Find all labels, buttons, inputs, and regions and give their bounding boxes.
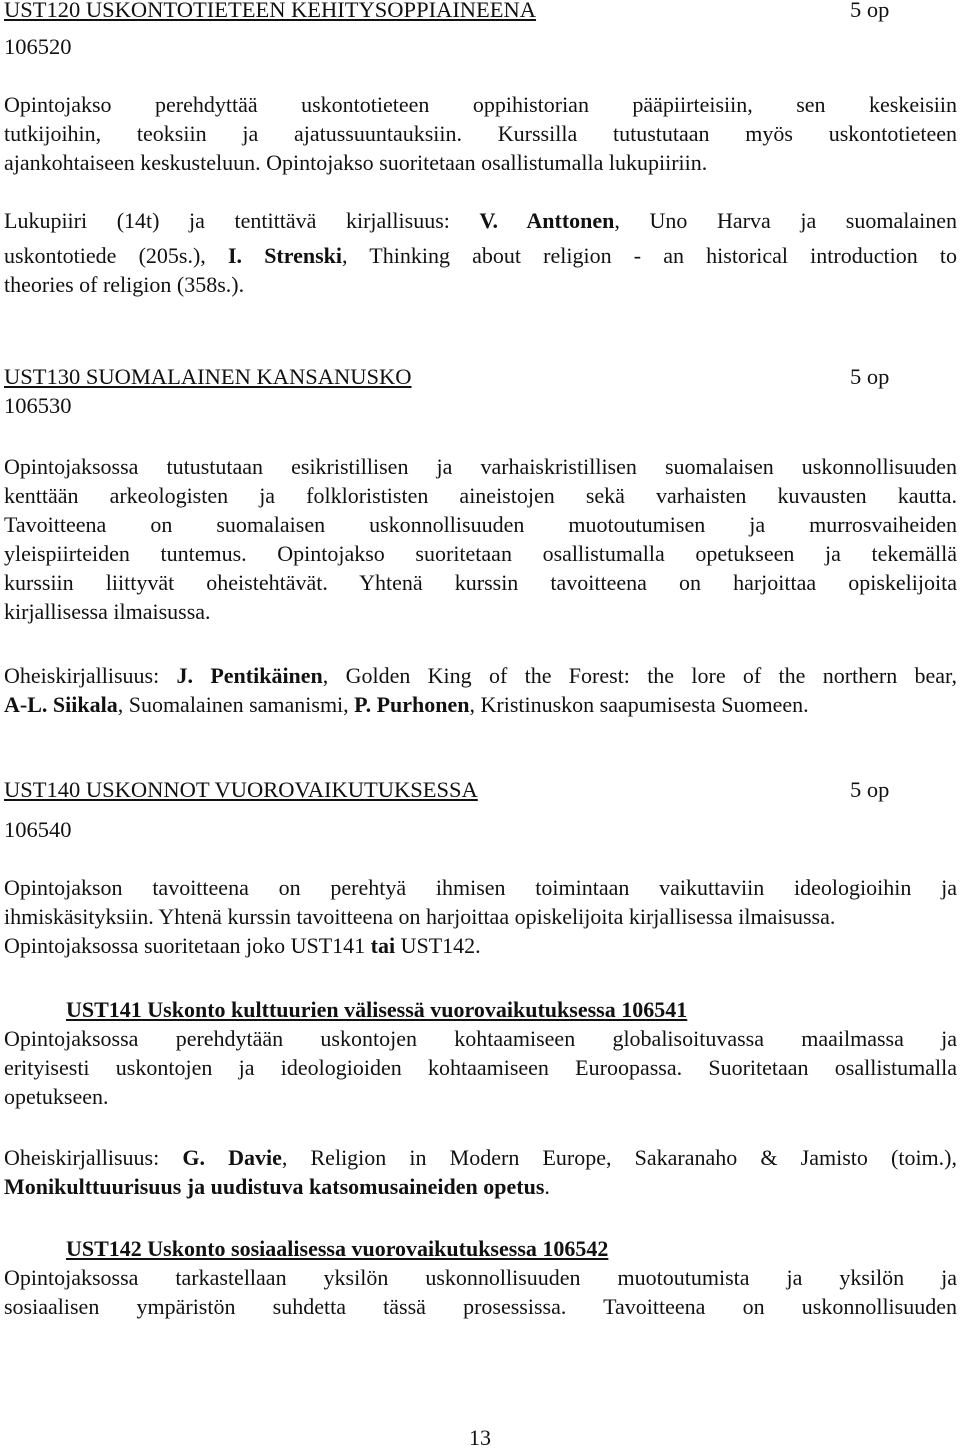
subcourse-title-ust142: UST142 Uskonto sosiaalisessa vuorovaikutuksessa 106542: [66, 1236, 609, 1261]
book-title: , Thinking about religion - an historical introduction to: [342, 243, 957, 268]
book-title: , Uno Harva ja suomalainen: [614, 208, 957, 233]
paragraph-text: Opintojaksossa suoritetaan joko UST141: [4, 933, 371, 958]
book-title: , Suomalainen samanismi,: [117, 692, 355, 717]
literature-label: Oheiskirjallisuus:: [4, 1145, 183, 1170]
paragraph-line: Opintojaksossa tutustutaan esikristillisen ja varhaiskristillisen suomalaisen uskonnollisuuden: [4, 454, 957, 479]
author-name: J. Pentikäinen: [176, 663, 323, 688]
literature-line: [4, 241, 957, 270]
course-code-ust130: 106530: [4, 393, 72, 418]
book-title: uskontotiede (205s.),: [4, 243, 228, 268]
paragraph-line: Opintojakson tavoitteena on perehtyä ihmisen toimintaan vaikuttaviin ideologioihin ja: [4, 875, 957, 900]
emphasis-text: tai: [370, 933, 396, 958]
literature-label: Lukupiiri (14t) ja tentittävä kirjallisuus:: [4, 208, 480, 233]
literature-line: [4, 206, 957, 235]
paragraph-line: ihmiskäsityksiin. Yhtenä kurssin tavoitteena on harjoittaa opiskelijoita kirjallisessa ilmaisussa.: [4, 904, 836, 929]
literature-line: [4, 690, 957, 719]
course-code-ust120: 106520: [4, 34, 72, 59]
literature-label: Oheiskirjallisuus:: [4, 663, 177, 688]
course-title-ust130: UST130 SUOMALAINEN KANSANUSKO: [4, 364, 412, 389]
paragraph-line: Opintojaksossa perehdytään uskontojen kohtaamiseen globalisoituvassa maailmassa ja: [4, 1026, 957, 1051]
book-title: , Religion in Modern Europe, Sakaranaho & Jamisto (toim.),: [281, 1145, 957, 1170]
paragraph-line: kurssiin liittyvät oheistehtävät. Yhtenä kurssin tavoitteena on harjoittaa opiskelijoita: [4, 570, 957, 595]
paragraph-line: opetukseen.: [4, 1084, 109, 1109]
author-name: A-L. Siikala: [4, 692, 118, 717]
page-number: 13: [469, 1425, 491, 1450]
literature-line: theories of religion (358s.).: [4, 272, 245, 297]
book-title-bold: Monikulttuurisuus ja uudistuva katsomusaineiden opetus: [4, 1174, 545, 1199]
paragraph-line: sosiaalisen ympäristön suhdetta tässä prosessissa. Tavoitteena on uskonnollisuuden: [4, 1294, 957, 1319]
paragraph-line: tutkijoihin, teoksiin ja ajatussuuntauksiin. Kurssilla tutustutaan myös uskontotieteen: [4, 121, 957, 146]
book-title: , Golden King of the Forest: the lore of the northern bear,: [322, 663, 957, 688]
book-title: , Kristinuskon saapumisesta Suomeen.: [469, 692, 809, 717]
author-name: P. Purhonen: [354, 692, 470, 717]
paragraph-line: Opintojaksossa tarkastellaan yksilön uskonnollisuuden muotoutumista ja yksilön ja: [4, 1265, 957, 1290]
paragraph-text: UST142.: [395, 933, 481, 958]
course-credits-ust140: 5 op: [850, 777, 890, 802]
author-name: V. Anttonen: [479, 208, 615, 233]
paragraph-line: [4, 931, 957, 960]
author-name: I. Strenski: [227, 243, 343, 268]
paragraph-line: kirjallisessa ilmaisussa.: [4, 599, 211, 624]
subcourse-title-ust141: UST141 Uskonto kulttuurien välisessä vuorovaikutuksessa 106541: [66, 997, 688, 1022]
paragraph-line: erityisesti uskontojen ja ideologioiden kohtaamiseen Euroopassa. Suoritetaan osallistumalla: [4, 1055, 957, 1080]
literature-line: [4, 661, 957, 690]
punctuation: .: [544, 1174, 550, 1199]
paragraph-line: Opintojakso perehdyttää uskontotieteen oppihistorian pääpiirteisiin, sen keskeisiin: [4, 92, 957, 117]
course-title-ust120: UST120 USKONTOTIETEEN KEHITYSOPPIAINEENA: [4, 0, 537, 22]
course-code-ust140: 106540: [4, 817, 72, 842]
literature-line: [4, 1172, 957, 1201]
author-name: G. Davie: [182, 1145, 282, 1170]
literature-line: [4, 1143, 957, 1172]
paragraph-line: ajankohtaiseen keskusteluun. Opintojakso suoritetaan osallistumalla lukupiiriin.: [4, 150, 708, 175]
paragraph-line: yleispiirteiden tuntemus. Opintojakso suoritetaan osallistumalla opetukseen ja tekemällä: [4, 541, 957, 566]
course-credits-ust120: 5 op: [850, 0, 890, 22]
course-title-ust140: UST140 USKONNOT VUOROVAIKUTUKSESSA: [4, 777, 478, 802]
paragraph-line: Tavoitteena on suomalaisen uskonnollisuuden muotoutumisen ja murrosvaiheiden: [4, 512, 957, 537]
paragraph-line: kenttään arkeologisten ja folklorististen aineistojen sekä varhaisten kuvausten kautta.: [4, 483, 957, 508]
course-credits-ust130: 5 op: [850, 364, 890, 389]
